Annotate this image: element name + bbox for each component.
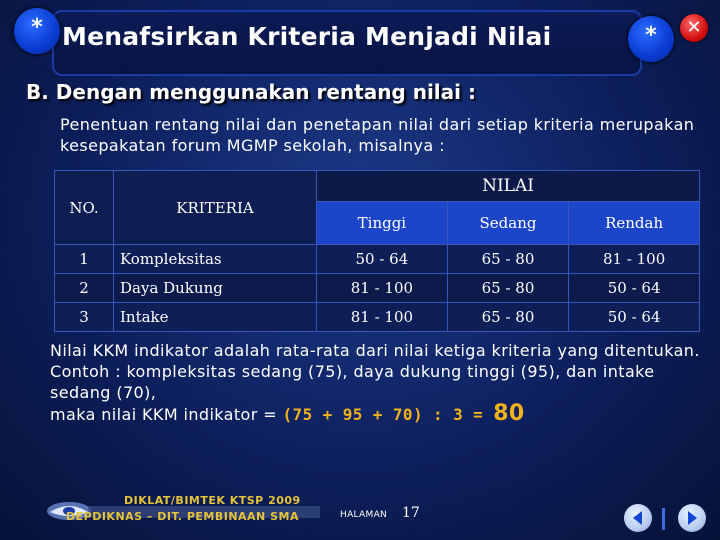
row-no: 2 [55, 274, 114, 303]
note-prefix: maka nilai KKM indikator = [50, 405, 283, 424]
arrow-right-icon [678, 504, 706, 532]
row-kriteria: Daya Dukung [114, 274, 317, 303]
row-no: 1 [55, 245, 114, 274]
criteria-table [54, 170, 700, 332]
close-icon[interactable]: ✕ [680, 14, 708, 42]
arrow-left-icon [624, 504, 652, 532]
row-sedang: 65 - 80 [447, 245, 568, 274]
note-text: Nilai KKM indikator adalah rata-rata dari nilai ketiga kriteria yang ditentukan. Contoh : kompleksitas sedang (75), daya dukung tinggi (95), dan intake sedang (70), [50, 341, 700, 402]
table-row [55, 245, 700, 274]
col-kriteria-header: KRITERIA [114, 171, 317, 245]
row-tinggi: 81 - 100 [317, 303, 448, 332]
kkm-result: 80 [493, 401, 525, 426]
row-rendah: 50 - 64 [569, 303, 700, 332]
row-sedang: 65 - 80 [447, 303, 568, 332]
table-row [55, 303, 700, 332]
col-rendah-header: Rendah [569, 202, 700, 245]
col-no-header: NO. [55, 171, 114, 245]
kkm-formula: (75 + 95 + 70) : 3 = [282, 405, 494, 424]
row-no: 3 [55, 303, 114, 332]
table-row [55, 274, 700, 303]
prev-button[interactable] [624, 504, 652, 532]
next-button[interactable] [678, 504, 706, 532]
row-sedang: 65 - 80 [447, 274, 568, 303]
footer-event: DIKLAT/BIMTEK KTSP 2009 [124, 494, 301, 507]
row-rendah: 50 - 64 [569, 274, 700, 303]
row-tinggi: 50 - 64 [317, 245, 448, 274]
col-sedang-header: Sedang [447, 202, 568, 245]
col-nilai-header: NILAI [317, 171, 700, 202]
nav-divider [662, 508, 665, 530]
col-tinggi-header: Tinggi [317, 202, 448, 245]
row-rendah: 81 - 100 [569, 245, 700, 274]
section-subtitle: B. Dengan menggunakan rentang nilai : [26, 80, 476, 104]
row-kriteria: Intake [114, 303, 317, 332]
page-title: Menafsirkan Kriteria Menjadi Nilai [62, 22, 552, 51]
row-tinggi: 81 - 100 [317, 274, 448, 303]
page-number: 17 [402, 505, 420, 521]
star-badge-left: * [14, 8, 60, 54]
intro-paragraph: Penentuan rentang nilai dan penetapan nilai dari setiap kriteria merupakan kesepakatan forum MGMP sekolah, misalnya : [60, 115, 695, 155]
halaman-label: HALAMAN [340, 510, 388, 520]
kkm-note [50, 340, 714, 425]
row-kriteria: Kompleksitas [114, 245, 317, 274]
footer-org: DEPDIKNAS – DIT. PEMBINAAN SMA [66, 510, 299, 523]
star-badge-right: * [628, 16, 674, 62]
